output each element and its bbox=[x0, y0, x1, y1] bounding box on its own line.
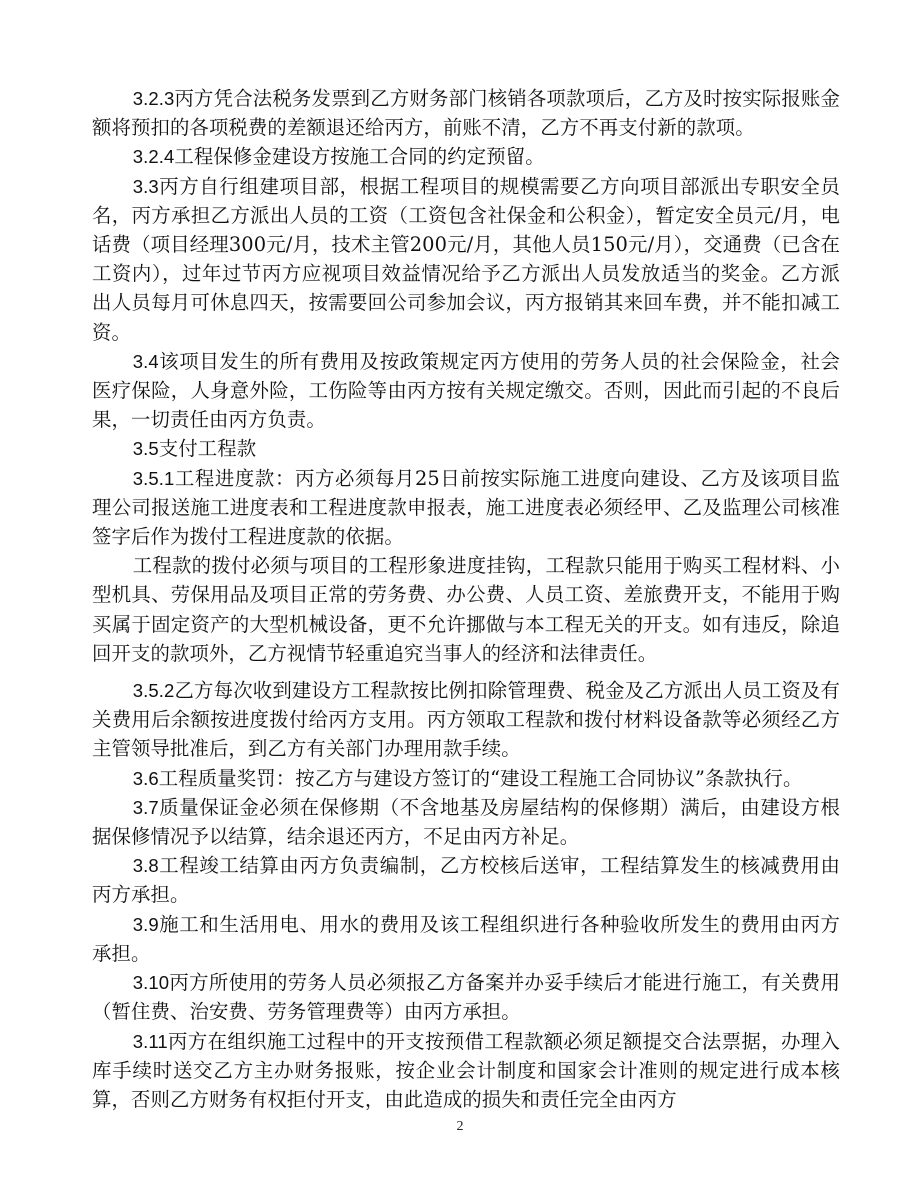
clause-number: 3.2.4 bbox=[132, 146, 175, 168]
clause-3-8 bbox=[92, 851, 840, 909]
clause-text: 工程质量奖罚：按乙方与建设方签订的“建设工程施工合同协议”条款执行。 bbox=[158, 766, 803, 790]
clause-text: 丙方凭合法税务发票到乙方财务部门核销各项款项后，乙方及时按实际报账金额将预扣的各项税费的差额退还给丙方，前账不清，乙方不再支付新的款项。 bbox=[92, 87, 840, 140]
clause-number: 3.6 bbox=[132, 767, 159, 789]
clause-3-5 bbox=[92, 434, 840, 463]
clause-3-4 bbox=[92, 347, 840, 435]
clause-text: 工程保修金建设方按施工合同的约定预留。 bbox=[174, 145, 545, 169]
clause-number: 3.5.2 bbox=[132, 680, 175, 702]
clause-number: 3.11 bbox=[132, 1030, 168, 1052]
clause-text: 质量保证金必须在保修期（不含地基及房屋结构的保修期）满后，由建设方根据保修情况予以结算，结余退还丙方，不足由丙方补足。 bbox=[92, 795, 840, 849]
clause-number: 3.7 bbox=[132, 796, 159, 818]
page-number: 2 bbox=[456, 1119, 464, 1134]
clause-3-11 bbox=[92, 1027, 840, 1115]
clause-3-10 bbox=[92, 968, 840, 1026]
clause-text: 丙方在组织施工过程中的开支按预借工程款额必须足额提交合法票据，办理入库手续时送交乙方主办财务报账，按企业会计制度和国家会计准则的规定进行成本核算，否则乙方财务有权拒付开支，由此造成的损失和责任完全由丙方 bbox=[92, 1029, 840, 1111]
clause-number: 3.10 bbox=[132, 972, 170, 994]
clause-text: 支付工程款 bbox=[158, 437, 257, 461]
clause-number: 3.2.3 bbox=[132, 88, 175, 109]
clause-text: 工程款的拨付必须与项目的工程形象进度挂钩，工程款只能用于购买工程材料、小型机具、劳保用品及项目正常的劳务费、办公费、人员工资、差旅费开支，不能用于购买属于固定资产的大型机械设备，更不允许挪做与本工程无关的开支。如有违反，除追回开支的款项外，乙方视情节轻重追究当事人的经济和法律责任。 bbox=[92, 554, 840, 665]
clause-text: 乙方每次收到建设方工程款按比例扣除管理费、税金及乙方派出人员工资及有关费用后余额按进度拨付给丙方支用。丙方领取工程款和拨付材料设备款等必须经乙方主管领导批准后，到乙方有关部门办理用款手续。 bbox=[92, 679, 840, 761]
clause-text: 丙方所使用的劳务人员必须报乙方备案并办妥手续后才能进行施工，有关费用（暂住费、治安费、劳务管理费等）由丙方承担。 bbox=[92, 971, 840, 1024]
clause-number: 3.9 bbox=[132, 913, 159, 935]
clause-text: 丙方自行组建项目部，根据工程项目的规模需要乙方向项目部派出专职安全员名，丙方承担乙方派出人员的工资（工资包含社保金和公积金），暂定安全员元/月，电话费（项目经理300元/月，技术主管200元/月，其他人员150元/月），交通费（已含在工资内），过年过节丙方应视项目效益情况给予乙方派出人员发放适当的奖金。乙方派出人员每月可休息四天，按需要回公司参加会议，丙方报销其来回车费，并不能扣减工资。 bbox=[92, 174, 840, 344]
clause-3-5-2 bbox=[92, 676, 840, 764]
clause-3-7 bbox=[92, 793, 840, 851]
clause-number: 3.5 bbox=[132, 438, 159, 460]
clause-3-2-4 bbox=[92, 142, 840, 171]
clause-number: 3.5.1 bbox=[132, 467, 175, 489]
clause-3-3 bbox=[92, 172, 840, 347]
clause-number: 3.4 bbox=[132, 350, 159, 372]
clause-3-9 bbox=[92, 910, 840, 968]
document-body bbox=[92, 84, 840, 1114]
clause-text: 工程竣工结算由丙方负责编制，乙方校核后送审，工程结算发生的核减费用由丙方承担。 bbox=[92, 854, 840, 907]
clause-3-6 bbox=[92, 764, 840, 793]
clause-number: 3.8 bbox=[132, 855, 159, 877]
clause-text: 施工和生活用电、用水的费用及该工程组织进行各种验收所发生的费用由丙方承担。 bbox=[92, 912, 840, 965]
clause-3-5-1 bbox=[92, 464, 840, 552]
clause-3-5-1-continued bbox=[92, 551, 840, 668]
clause-number: 3.3 bbox=[132, 175, 159, 197]
clause-text: 工程进度款：丙方必须每月25日前按实际施工进度向建设、乙方及该项目监理公司报送施工进度表和工程进度款申报表，施工进度表必须经甲、乙及监理公司核准签字后作为拨付工程进度款的依据。 bbox=[92, 466, 840, 549]
clause-text: 该项目发生的所有费用及按政策规定丙方使用的劳务人员的社会保险金，社会医疗保险，人身意外险，工伤险等由丙方按有关规定缴交。否则，因此而引起的不良后果，一切责任由丙方负责。 bbox=[92, 349, 840, 432]
clause-3-2-3 bbox=[92, 84, 840, 142]
